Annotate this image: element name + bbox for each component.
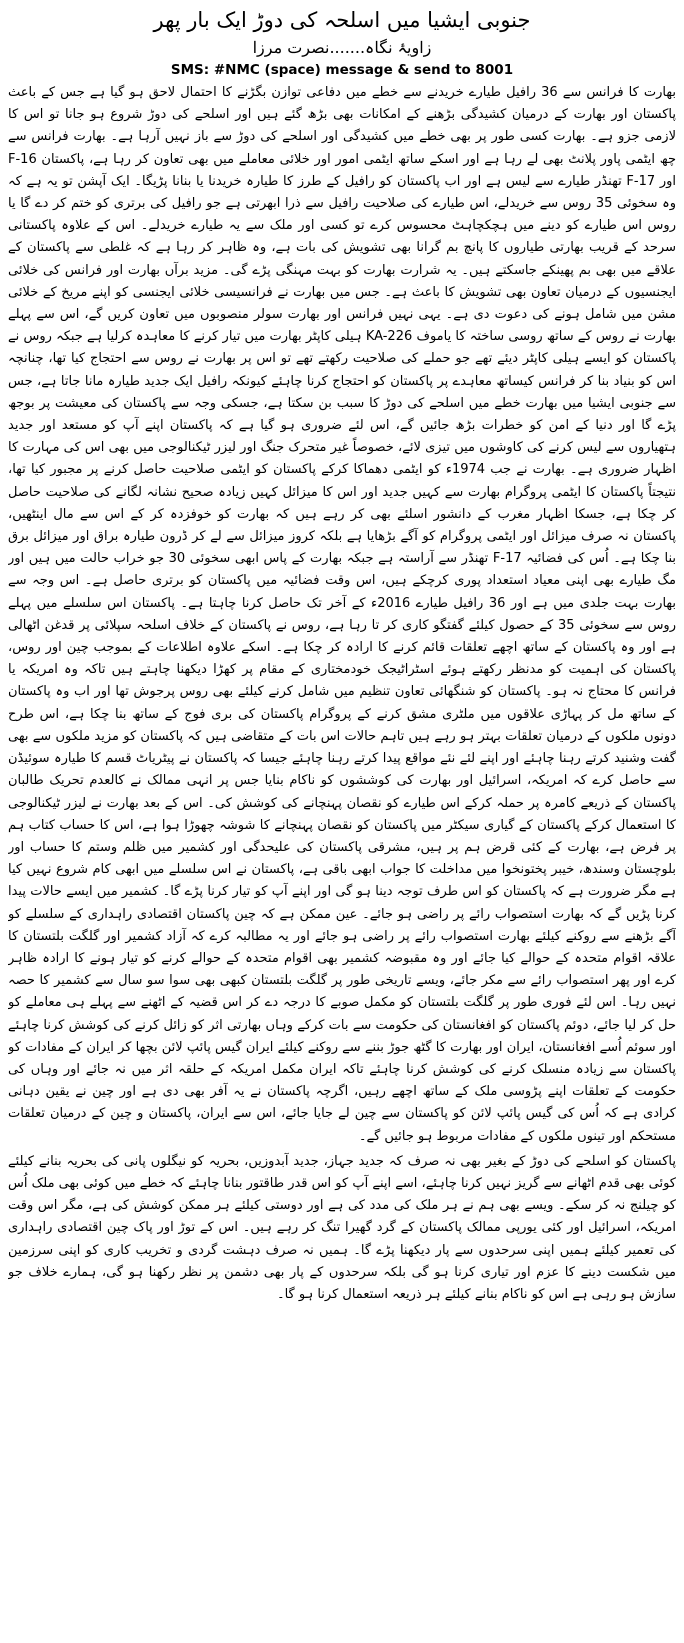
article-paragraph-1: بھارت کا فرانس سے 36 رافیل طیارے خریدنے سے خطے میں دفاعی توازن بگڑنے کا احتمال لاحق ہو گیا ہے جس کے باعث پاکستان اور بھارت کے درمیان کشیدگی بڑھنے کے امکانات بھی بڑھ گئے ہیں اور اسلحے کی دوڑ شروع ہو جانا تو اس کا لازمی جزو ہے۔ بھارت کسی طور پر بھی خطے میں کشیدگی اور اسلحے کی دوڑ سے باز نہیں آرہا ہے۔ بھارت فرانس سے چھ ایٹمی پاور پلانٹ بھی لے رہا ہے اور اسکے ساتھ ایٹمی امور اور خلائی معاملے میں بھی تعاون کر رہا ہے، پاکستان F-16 اور F-17 تھنڈر طیارے سے لیس ہے اور اب پاکستان کو رافیل کے طرز کا طیارہ خریدنا یا بنانا پڑیگا۔ ایک آپشن تو یہ ہے کہ وہ سخوئی 35 روس سے خریدلے، اس طیارے کی صلاحیت رافیل سے ذرا ابھرتی ہے جو رافیل کی برتری کو ختم کر دے گا یا روس اس طیارے کو دینے میں ہچکچاہٹ محسوس کرے تو کسی اور ملک سے یہ طیارے خریدلے۔ اس کے علاوہ پاکستانی سرحد کے قریب بھارتی طیاروں کا پانچ بم گرانا بھی تشویش کی بات ہے، وہ ظاہر کر رہا ہے کہ غلطی سے پاکستان کے علاقے میں بھی بم پھینکے جاسکتے ہیں۔ یہ شرارت بھارت کو بہت مہنگی پڑے گی۔ مزید برآں بھارت اور فرانس کی خلائی ایجنسیوں کے درمیان تعاون بھی تشویش کا باعث ہے۔ جس میں بھارت نے فرانسیسی خلائی ایجنسی کو اپنے مریخ کے خلائی مشن میں شامل ہونے کی دعوت دی ہے۔ یہی نہیں فرانس اور بھارت سولر منصوبوں میں تعاون کریں گے، اس سے پہلے بھارت نے روس کے ساتھ روسی ساختہ کا یاموف KA-226 ہیلی کاپٹر بھارت میں تیار کرنے کا معاہدہ کرلیا ہے جبکہ روس نے پاکستان کو ایسے ہیلی کاپٹر دیئے تھے جو حملے کی صلاحیت رکھتے تھے تو اس پر بھارت نے روس سے احتجاج کیا تھا، چنانچہ اس کو بنیاد بنا کر فرانس کیساتھ معاہدے پر پاکستان کو احتجاج کرنا چاہئے کیونکہ رافیل ایک جدید طیارہ مانا جاتا ہے، جس سے جنوبی ایشیا میں بھارت خطے میں اسلحے کی دوڑ کا سبب بن سکتا ہے، جسکی وجہ سے پاکستان کی معیشت پر بوجھ پڑے گا اور دنیا کے امن کو خطرات بڑھ جائیں گے، اس لئے ضروری ہو گیا ہے کہ پاکستان اپنے آپ کو مستعد اور جدید ہتھیاروں سے لیس کرنے کی کاوشوں میں تیزی لائے، خصوصاً غیر متحرک جنگ اور لیزر ٹیکنالوجی میں بھی اس کی مہارت کا اظہار ضروری ہے۔ بھارت نے جب 1974ء کو ایٹمی دھماکا کرکے پاکستان کو ایٹمی صلاحیت حاصل کرنے پر مجبور کیا تھا، نتیجتاً پاکستان کا ایٹمی پروگرام بھارت سے کہیں جدید اور اس کا میزائل کہیں زیادہ صحیح نشانہ لگانے کی صلاحیت حاصل کر چکا ہے، جسکا اظہار مغرب کے دانشور اسلئے بھی کر رہے ہیں کہ بھارت کو خوفزدہ کر کے اس سے مال اینٹھیں، پاکستان نہ صرف میزائل اور ایٹمی پروگرام کو آگے بڑھایا ہے بلکہ کروز میزائل سے لے کر ڈرون طیارہ براق اور میزائل برق بنا چکا ہے۔ اُس کی فضائیہ F-17 تھنڈر سے آراستہ ہے جبکہ بھارت کے پاس ابھی سخوئی 30 جو خراب حالت میں ہیں اور مگ طیارے بھی اپنی معیاد استعداد پوری کرچکے ہیں، اس وقت فضائیہ میں پاکستان کو برتری حاصل ہے۔ اس وجہ سے بھارت بہت جلدی میں ہے اور 36 رافیل طیارے 2016ء کے آخر تک حاصل کرنا چاہتا ہے۔ پاکستان اس سلسلے میں پہلے روس سے سخوئی 35 کے حصول کیلئے گفتگو کاری کر تا رہا ہے، روس نے پاکستان کے خلاف اسلحہ سپلائی پر قدغن اٹھالی ہے اور وہ پاکستان کے ساتھ اچھے تعلقات قائم کرنے کا ارادہ کر چکا ہے۔ اسکے علاوہ اطلاعات کے بموجب چین اور روس، پاکستان کی اہمیت کو مدنظر رکھتے ہوئے اسٹراٹیجک خودمختاری کے مقام پر کھڑا دیکھنا چاہتے ہیں تاکہ وہ امریکہ یا فرانس کا محتاج نہ ہو۔ پاکستان کو شنگھائی تعاون تنظیم میں شامل کرنے کیلئے بھی روس پرجوش تھا اور اب وہ پاکستان کے ساتھ مل کر پہاڑی علاقوں میں ملٹری مشق کرنے کے پروگرام پاکستان کی بری فوج کے ساتھ بنا چکا ہے، اس طرح دونوں ملکوں کے درمیان تعلقات بہتر ہو رہے ہیں تاہم حالات اس بات کے متقاضی ہیں کہ پاکستان کو مزید ملکوں سے بھی گفت وشنید کرتے رہنا چاہئے اور اپنے لئے نئے مواقع پیدا کرتے رہنا چاہئے جیسا کہ پاکستان نے پیٹریاٹ قسم کا طیارہ سوئیڈن سے حاصل کرے کہ امریکہ، اسرائیل اور بھارت کی کوششوں کو ناکام بنایا جس پر انہی ممالک نے کالعدم تحریک طالبان پاکستان کے ذریعے کامرہ پر حملہ کرکے اس طیارے کو نقصان پہنچانے کی کوشش کی۔ اس کے بعد بھارت نے لیزر ٹیکنالوجی کا استعمال کرکے پاکستان کے گیاری سیکٹر میں پاکستان کو نقصان پہنچانے کا شوشہ چھوڑا ہوا ہے، اس کا حساب کتاب ہم پر فرض ہے، بھارت کے کئی قرض ہم پر ہیں، مشرقی پاکستان کی علیحدگی اور کشمیر میں ظلم وستم کا حساب اور بلوچستان وسندھ، خیبر پختونخوا میں مداخلت کا جواب ابھی باقی ہے، پاکستان نے اس سلسلے میں ابھی کام شروع نہیں کیا ہے مگر ضرورت ہے کہ پاکستان کو اس طرف توجہ دینا ہو گی اور اپنے آپ کو تیار کرنا پڑے گا۔ کشمیر میں ایسے حالات پیدا کرنا پڑیں گے کہ بھارت استصواب رائے پر راضی ہو جائے۔ عین ممکن ہے کہ چین پاکستان اقتصادی راہداری کے سلسلے کو آگے بڑھنے سے روکنے کیلئے بھارت استصواب رائے پر راضی ہو جائے اور یہ مطالبہ کرے کہ آزاد کشمیر اور گلگت بلتستان کا علاقہ اقوام متحدہ کے حوالے کیا جائے اور وہ مقبوضہ کشمیر بھی اقوام متحدہ کے حوالے کرنے کو تیار ہونے کا ارادہ ظاہر کرے اور پھر استصواب رائے سے مکر جائے، ویسے تاریخی طور پر گلگت بلتستان کبھی بھی سوا سو سال سے کشمیر کا حصہ نہیں رہا۔ اس لئے فوری طور پر گلگت بلتستان کو مکمل صوبے کا درجہ دے کر اس قضیہ کے اٹھنے سے پہلے ہی معاملے کو حل کر لیا جائے، دوئم پاکستان کو افغانستان کی حکومت سے بات کرکے وہاں بھارتی اثر کو زائل کرنے کی کوشش کرنا چاہئے اور سوئم اُسے افغانستان، ایران اور بھارت کا گٹھ جوڑ بننے سے روکنے کیلئے ایران گیس پائپ لائن بچھا کر ایران کے مفادات کو پاکستان سے زیادہ منسلک کرنے کی کوشش کرنا چاہئے تاکہ ایران مکمل امریکہ کے حلقہ اثر میں نہ جائے اور وہاں کی حکومت کے تعلقات اپنے پڑوسی ملک کے ساتھ اچھے رہیں، اگرچہ پاکستان نے یہ آفر بھی دی ہے اور چین نے یقین دہانی کرادی ہے کہ اُس کی گیس پائپ لائن کو پاکستان سے چین لے جایا جائے، اس سے ایران، پاکستان و چین کے درمیان تعلقات مستحکم اور تینوں ملکوں کے مفادات مربوط ہو جائیں گے۔ [8,85,676,1144]
article-paragraph-2: پاکستان کو اسلحے کی دوڑ کے بغیر بھی نہ صرف کہ جدید جہاز، جدید آبدوزیں، بحریہ کو نیگلوں پانی کی بحریہ بنانے کیلئے کوئی بھی قدم اٹھانے سے گریز نہیں کرنا چاہئے، اسے اپنے آپ کو اس قدر طاقتور بنانا چاہئے کہ خطے میں کوئی بھی ملک اُس کو چیلنج نہ کر سکے۔ ویسے بھی ہم نے ہر ملک کی مدد کی ہے اور دوستی کیلئے ہر ممکن کوشش کی ہے، مگر اس وقت امریکہ، اسرائیل اور کئی یورپی ممالک پاکستان کے گرد گھیرا تنگ کر رہے ہیں۔ اس کے توڑ اور پاک چین اقتصادی راہداری کی تعمیر کیلئے ہمیں اپنی سرحدوں سے پار دیکھنا پڑے گا۔ ہمیں نہ صرف دہشت گردی و تخریب کاری کو اپنی سرزمین میں شکست دینے کا عزم اور تیاری کرنا ہو گی بلکہ سرحدوں کے پار بھی دشمن پر نظر رکھنا ہو گی، ہمارے خلاف جو سازش ہو رہی ہے اس کو ناکام بنانے کیلئے ہر ذریعہ استعمال کرنا ہو گا۔ [8,1153,676,1302]
sms-line: SMS: #NMC (space) message & send to 8001 [170,62,514,78]
byline: زاویۂ نگاہ.......نصرت مرزا [252,38,432,57]
newspaper-column [8,6,676,1638]
headline: جنوبی ایشیا میں اسلحہ کی دوڑ ایک بار پھر [153,8,531,32]
